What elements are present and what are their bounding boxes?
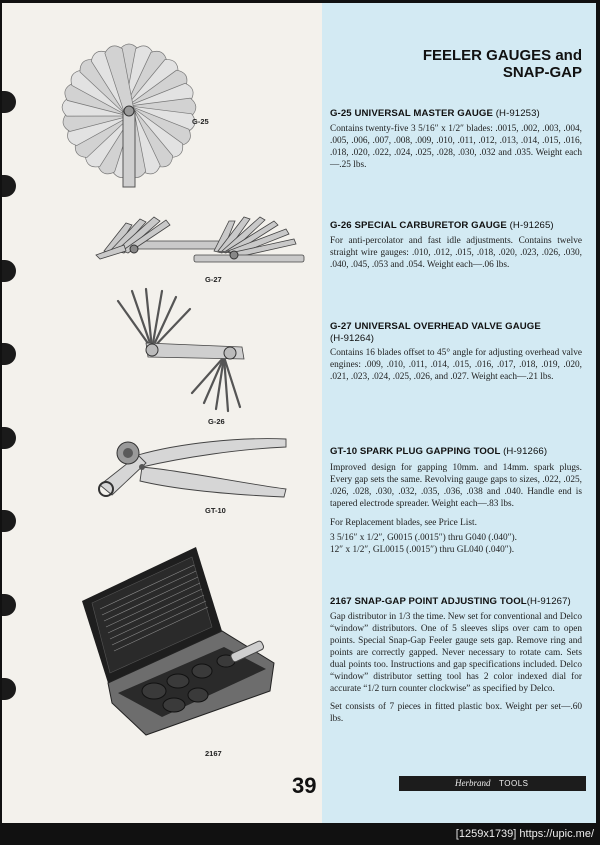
s2167-label: 2167 xyxy=(205,749,222,758)
binder-hole xyxy=(2,510,16,532)
binder-hole xyxy=(2,175,16,197)
g26-label: G-26 xyxy=(208,417,225,426)
product-title-g27: G-27 UNIVERSAL OVERHEAD VALVE GAUGE (H-91264) xyxy=(330,321,541,344)
product-title-g26: G-26 SPECIAL CARBURETOR GAUGE (H-91265) xyxy=(330,220,554,231)
g27-gauge-illustration xyxy=(94,211,309,271)
binder-hole xyxy=(2,594,16,616)
gt10-tool-illustration xyxy=(90,433,290,503)
product-description-2167: Gap distributor in 1/3 the time. New set for conventional and Delco “window” distributors. One of 5 sleeves slips over cam to open points. Special Snap-Gap Feeler gauge sets gap. Remove ring and points are correctly gapped. Never necessary to rotate cam. Sets dual points too. Instructions and gap specifications included. Delco “window” distributor setting tool has 2 color indexed dial for accurate “1/2 turn counter clockwise” as specified by Delco. Set consists of 7 pieces in fitted plastic box. Weight per set—.60 lbs. xyxy=(330,612,582,724)
binder-hole xyxy=(2,343,16,365)
binder-hole xyxy=(2,260,16,282)
g27-label: G-27 xyxy=(205,275,222,284)
section-heading-line1: FEELER GAUGES and xyxy=(422,47,582,64)
product-title-gt10: GT-10 SPARK PLUG GAPPING TOOL (H-91266) xyxy=(330,446,548,457)
snapgap-kit-illustration xyxy=(78,543,278,738)
brand-tools-label: TOOLS xyxy=(499,779,529,788)
product-title-2167: 2167 SNAP-GAP POINT ADJUSTING TOOL(H-91267) xyxy=(330,596,571,607)
image-source-footer: [1259x1739] https://upic.me/ xyxy=(455,828,594,840)
gt10-label: GT-10 xyxy=(205,506,226,515)
replacement-blades-note: For Replacement blades, see Price List. 3 5/16″ x 1/2″, G0015 (.0015″) thru G040 (.040″). 12″ x 1/2″, GL0015 (.0015″) thru GL040 (.040″). xyxy=(330,518,517,555)
product-description-g27: Contains 16 blades offset to 45° angle for adjusting overhead valve engines: .009, .010, .011, .014, .015, .016, .017, .018, .019, .020, .021, .023, .024, .025, .026, and .027. Weight each—.21 lbs. xyxy=(330,348,582,382)
product-description-gt10: Improved design for gapping 10mm. and 14mm. spark plugs. Every gap sets the same. Revolving gauge gaps to sizes, .022, .025, .026, .028, .030, .032, .035, .036, .038 and .040. Handle end is tapered electrode spreader. Weight each—.83 lbs. xyxy=(330,463,582,509)
brand-bar xyxy=(399,776,586,791)
g26-gauge-illustration xyxy=(112,287,262,417)
g25-label: G-25 xyxy=(192,117,209,126)
binder-hole xyxy=(2,91,16,113)
section-heading-line2: SNAP-GAP xyxy=(502,64,582,81)
g25-gauge-illustration xyxy=(54,39,204,189)
binder-hole xyxy=(2,678,16,700)
product-description-g26: For anti-percolator and fast idle adjustments. Contains twelve straight wire gauges: .010, .012, .015, .018, .020, .023, .026, .030, .040, .045, .053 and .054. Weight each—.06 lbs. xyxy=(330,236,582,270)
catalog-page xyxy=(2,3,596,823)
page-number: 39 xyxy=(292,773,317,798)
brand-logo: Herbrand xyxy=(455,778,491,788)
gauge-handle xyxy=(123,111,135,187)
product-title-g25: G-25 UNIVERSAL MASTER GAUGE (H-91253) xyxy=(330,108,540,119)
product-description-g25: Contains twenty-five 3 5/16″ x 1/2″ blades: .0015, .002, .003, .004, .005, .006, .007, .008, .009, .010, .011, .012, .013, .014, .015, .016, .018, .020, .022, .024, .025, .028, .030, .032 and .035. Weight each—.25 lbs. xyxy=(330,124,582,170)
pivot-screw xyxy=(124,106,134,116)
binder-hole xyxy=(2,427,16,449)
